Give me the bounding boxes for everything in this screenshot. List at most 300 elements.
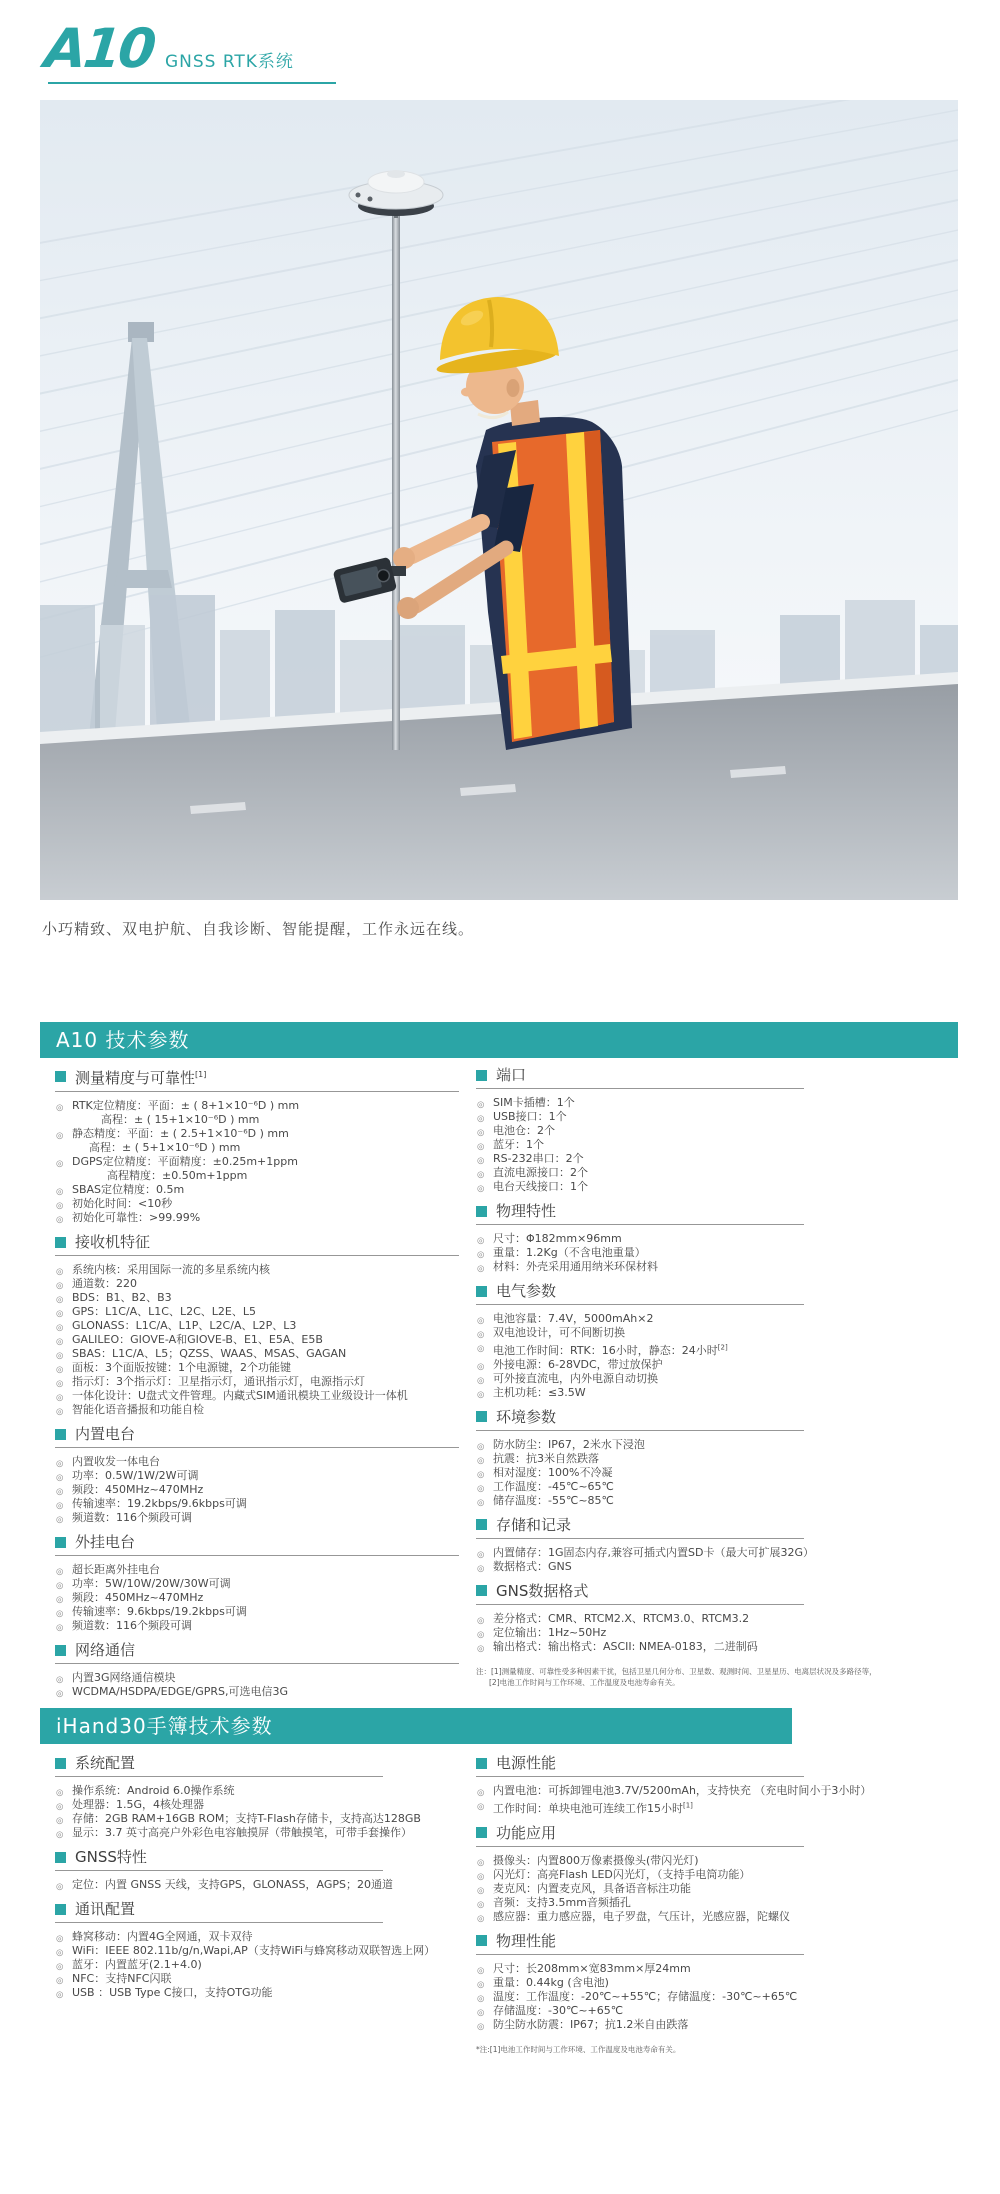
spec-item-text: 定位：内置 GNSS 天线，支持GPS，GLONASS，AGPS；20通道	[72, 1878, 393, 1891]
spec-item	[476, 1246, 871, 1260]
item-bullet-icon: ◎	[56, 1295, 64, 1305]
section-title: 测量精度与可靠性[1]	[75, 1069, 207, 1087]
section-header	[55, 1848, 500, 1866]
spec-item-text: 初始化可靠性：>99.99%	[72, 1211, 201, 1224]
footnote-line: [2]电池工作时间与工作环境、工作温度及电池寿命有关。	[489, 1677, 680, 1687]
spec-item-text: 蓝牙：内置蓝牙(2.1+4.0)	[72, 1958, 202, 1971]
item-bullet-icon: ◎	[56, 1595, 64, 1605]
section-title: 内置电台	[75, 1425, 136, 1443]
section-divider	[55, 1922, 383, 1923]
spec-item	[55, 1784, 500, 1798]
spec-item-text: RTK定位精度：平面：± ( 8+1×10⁻⁶D ) mm	[72, 1099, 300, 1112]
section-divider	[55, 1255, 459, 1256]
section-title: 端口	[496, 1066, 527, 1084]
section-marker-icon	[476, 1206, 487, 1217]
section-header	[476, 1932, 881, 1950]
spec-item-text: 感应器：重力感应器，电子罗盘，气压计，光感应器，陀螺仪	[493, 1909, 790, 1923]
section-title-superscript: [1]	[195, 1070, 207, 1079]
item-bullet-icon: ◎	[56, 1830, 64, 1840]
spec-item-text: WiFi：IEEE 802.11b/g/n,Wapi,AP（支持WiFi与蜂窝移动双联智选上网）	[72, 1944, 436, 1957]
section-marker-icon	[55, 1537, 66, 1548]
item-bullet-icon: ◎	[477, 1236, 485, 1246]
item-bullet-icon: ◎	[56, 1501, 64, 1511]
spec-item-text: USB ：USB Type C接口，支持OTG功能	[72, 1986, 273, 1999]
spec-item	[55, 1141, 470, 1155]
spec-item-text: 电池工作时间：RTK：16小时，静态：24小时[2]	[493, 1343, 728, 1357]
spec-item-text: 频道数：116个频段可调	[72, 1511, 192, 1524]
spec-item	[55, 1197, 470, 1211]
spec-item-text: 闪光灯：高亮Flash LED闪光灯，（支持手电筒功能）	[493, 1867, 751, 1881]
spec-item	[55, 1099, 470, 1113]
item-bullet-icon: ◎	[56, 1567, 64, 1577]
item-bullet-icon: ◎	[56, 1816, 64, 1826]
item-bullet-icon: ◎	[477, 1330, 485, 1340]
logo-text: A10	[41, 17, 157, 80]
item-bullet-icon: ◎	[56, 1581, 64, 1591]
item-bullet-icon: ◎	[56, 1990, 64, 2000]
spec-item	[476, 1868, 881, 1882]
section-title: 物理性能	[496, 1931, 557, 1950]
spec-item-text: 频道数：116个频段可调	[72, 1619, 192, 1632]
spec-item	[476, 1180, 871, 1194]
spec-item-text: 电池仓：2个	[493, 1124, 555, 1137]
spec-item-text: 蓝牙：1个	[493, 1138, 544, 1151]
spec-item-text: 静态精度：平面：± ( 2.5+1×10⁻⁶D ) mm	[72, 1127, 289, 1140]
spec-item-text: 双电池设计，可不间断切换	[493, 1326, 625, 1339]
spec-item	[476, 1962, 881, 1976]
spec-item-text: 智能化语音播报和功能自检	[72, 1403, 204, 1416]
spec-item-text: 尺寸：Φ182mm×96mm	[493, 1232, 622, 1245]
spec-item	[476, 1358, 871, 1372]
section-title: 系统配置	[75, 1754, 136, 1772]
section-title: 通讯配置	[75, 1900, 136, 1918]
item-bullet-icon: ◎	[477, 1993, 485, 2004]
spec-item-text: GLONASS：L1C/A、L1P、L2C/A、L2P、L3	[72, 1319, 297, 1332]
section-title: 电源性能	[496, 1754, 557, 1772]
section-divider	[55, 1870, 383, 1871]
section-title: 外挂电台	[75, 1533, 136, 1551]
spec-item	[55, 1277, 470, 1291]
spec-item	[476, 1612, 871, 1626]
spec-item	[55, 1958, 500, 1972]
spec-item	[476, 1560, 871, 1574]
item-bullet-icon: ◎	[477, 1441, 485, 1452]
spec-section	[476, 1932, 881, 2032]
item-bullet-icon: ◎	[477, 1389, 485, 1400]
section-marker-icon	[55, 1904, 66, 1915]
spec-item	[55, 1169, 470, 1183]
spec-item	[476, 1326, 871, 1340]
logo-row	[41, 17, 336, 80]
spec-item	[476, 1166, 871, 1180]
spec-item	[476, 1854, 881, 1868]
spec-item-text: 工作温度：-45℃~65℃	[493, 1479, 614, 1493]
item-bullet-icon: ◎	[56, 1351, 64, 1361]
spec-item	[55, 1944, 500, 1958]
spec-item-text: 差分格式：CMR、RTCM2.X、RTCM3.0、RTCM3.2	[493, 1611, 750, 1625]
item-bullet-icon: ◎	[477, 1615, 485, 1626]
item-bullet-icon: ◎	[477, 1549, 485, 1560]
spec-item	[55, 1798, 500, 1812]
spec-item-text: NFC：支持NFC闪联	[72, 1972, 172, 1985]
spec-item	[476, 1232, 871, 1246]
item-bullet-icon: ◎	[477, 1788, 485, 1798]
item-bullet-icon: ◎	[477, 1899, 485, 1910]
spec-item	[55, 1361, 470, 1375]
section-divider	[476, 1304, 804, 1305]
spec-item	[476, 1152, 871, 1166]
item-bullet-icon: ◎	[56, 1473, 64, 1483]
section-divider	[476, 1430, 804, 1431]
section-divider	[476, 1776, 804, 1777]
spec-item	[476, 1138, 871, 1152]
spec-item-text: 数据格式：GNS	[493, 1559, 572, 1573]
spec-item-text: 高程精度：±0.50m+1ppm	[107, 1169, 248, 1182]
ihand-right-column	[476, 1754, 881, 2055]
item-bullet-icon: ◎	[477, 1184, 485, 1194]
spec-item	[55, 1263, 470, 1277]
item-bullet-icon: ◎	[56, 1962, 64, 1972]
spec-item	[55, 1577, 470, 1591]
section-marker-icon	[476, 1827, 487, 1838]
spec-item-text: 定位输出：1Hz~50Hz	[493, 1625, 607, 1639]
item-bullet-icon: ◎	[56, 1623, 64, 1633]
spec-item	[476, 1260, 871, 1274]
section-marker-icon	[55, 1645, 66, 1656]
spec-item-text: 蜂窝移动：内置4G全网通，双卡双待	[72, 1930, 253, 1943]
item-bullet-icon: ◎	[477, 2021, 485, 2032]
section-title: GNS数据格式	[496, 1581, 589, 1600]
spec-item-text: 存储：2GB RAM+16GB ROM；支持T-Flash存储卡，支持高达128GB	[72, 1812, 421, 1825]
section-header	[476, 1516, 871, 1534]
spec-item-text: RS-232串口：2个	[493, 1152, 584, 1165]
spec-item-text: 处理器：1.5G，4核处理器	[72, 1798, 205, 1811]
spec-item-text: 音频：支持3.5mm音频插孔	[493, 1895, 631, 1909]
section-title: 功能应用	[496, 1823, 557, 1842]
section-marker-icon	[476, 1758, 487, 1769]
a10-right-column	[476, 1066, 877, 1688]
section-header	[55, 1900, 500, 1918]
spec-section	[55, 1533, 470, 1633]
spec-item	[55, 1127, 470, 1141]
spec-item	[55, 1972, 500, 1986]
spec-section	[476, 1282, 871, 1400]
item-bullet-icon: ◎	[477, 1250, 485, 1260]
spec-item-text: 尺寸：长208mm×宽83mm×厚24mm	[493, 1961, 691, 1975]
section-marker-icon	[55, 1071, 66, 1082]
spec-item	[476, 1976, 881, 1990]
spec-item	[55, 1469, 470, 1483]
spec-item	[476, 1910, 881, 1924]
item-bullet-icon: ◎	[56, 1309, 64, 1319]
spec-item	[476, 1896, 881, 1910]
item-bullet-icon: ◎	[477, 1643, 485, 1654]
section-marker-icon	[55, 1852, 66, 1863]
section-header	[55, 1233, 470, 1251]
spec-item	[55, 1113, 470, 1127]
spec-item-text: 存储温度：-30℃~+65℃	[493, 2003, 624, 2017]
spec-item-text: 高程：± ( 5+1×10⁻⁶D ) mm	[89, 1141, 241, 1154]
ihand-band-title: iHand30手簿技术参数	[56, 1714, 273, 1738]
section-title: 接收机特征	[75, 1233, 151, 1251]
item-bullet-icon: ◎	[477, 1885, 485, 1896]
spec-item	[55, 1455, 470, 1469]
spec-item	[55, 1563, 470, 1577]
item-bullet-icon: ◎	[477, 1128, 485, 1138]
spec-item	[55, 1375, 470, 1389]
section-divider	[55, 1447, 459, 1448]
spec-section	[55, 1066, 470, 1225]
spec-item	[55, 1511, 470, 1525]
section-header	[476, 1754, 881, 1772]
spec-item-text: 麦克风：内置麦克风，具备语音标注功能	[493, 1881, 691, 1895]
logo-underline	[48, 82, 336, 84]
item-bullet-icon: ◎	[477, 1170, 485, 1180]
spec-section	[476, 1408, 871, 1508]
spec-item	[476, 1312, 871, 1326]
item-bullet-icon: ◎	[477, 1375, 485, 1386]
spec-item	[55, 1826, 500, 1840]
spec-item	[476, 1438, 871, 1452]
section-divider	[55, 1663, 459, 1664]
spec-item-text: 可外接直流电，内外电源自动切换	[493, 1371, 658, 1385]
spec-item-text: 一体化设计：U盘式文件管理。内藏式SIM通讯模块工业级设计一体机	[72, 1389, 408, 1402]
spec-item	[476, 1990, 881, 2004]
section-header	[476, 1582, 871, 1600]
item-bullet-icon: ◎	[56, 1103, 64, 1113]
section-divider	[476, 1954, 804, 1955]
spec-item-text: 超长距离外挂电台	[72, 1563, 160, 1576]
spec-item-text: SIM卡插槽：1个	[493, 1096, 575, 1109]
item-bullet-icon: ◎	[56, 1948, 64, 1958]
spec-item	[476, 1124, 871, 1138]
spec-item	[476, 1546, 871, 1560]
tagline: 小巧精致、双电护航、自我诊断、智能提醒，工作永远在线。	[42, 920, 475, 938]
item-bullet-icon: ◎	[477, 1100, 485, 1110]
item-bullet-icon: ◎	[477, 1979, 485, 1990]
spec-item-text: 摄像头：内置800万像素摄像头(带闪光灯)	[493, 1853, 699, 1867]
item-bullet-icon: ◎	[477, 1156, 485, 1166]
spec-item	[55, 1878, 500, 1892]
item-bullet-icon: ◎	[56, 1675, 64, 1685]
item-bullet-icon: ◎	[477, 1497, 485, 1508]
spec-item-text: 主机功耗：≤3.5W	[493, 1385, 586, 1399]
hero-photo	[40, 100, 958, 900]
spec-section	[55, 1848, 500, 1892]
spec-item	[55, 1333, 470, 1347]
spec-item	[55, 1155, 470, 1169]
spec-item-text: USB接口：1个	[493, 1110, 567, 1123]
a10-footnote	[476, 1666, 877, 1688]
spec-item-text: SBAS：L1C/A、L5；QZSS、WAAS、MSAS、GAGAN	[72, 1347, 347, 1360]
item-bullet-icon: ◎	[56, 1407, 64, 1417]
item-bullet-icon: ◎	[56, 1934, 64, 1944]
item-bullet-icon: ◎	[56, 1159, 64, 1169]
section-title: 环境参数	[496, 1407, 557, 1426]
a10-left-column	[55, 1066, 470, 1699]
item-bullet-icon: ◎	[56, 1882, 64, 1892]
spec-item-text: 重量：0.44kg (含电池)	[493, 1975, 609, 1989]
spec-item	[55, 1403, 470, 1417]
item-bullet-icon: ◎	[56, 1609, 64, 1619]
section-header	[476, 1066, 871, 1084]
section-header	[476, 1408, 871, 1426]
logo-subtitle: GNSS RTK系统	[164, 52, 294, 72]
item-bullet-icon: ◎	[477, 1344, 485, 1354]
spec-item-text: 系统内核：采用国际一流的多星系统内核	[72, 1263, 270, 1276]
section-header	[55, 1425, 470, 1443]
spec-section	[476, 1202, 871, 1274]
spec-item-text: 温度：工作温度：-20℃~+55℃；存储温度：-30℃~+65℃	[493, 1989, 798, 2003]
spec-item	[476, 2018, 881, 2032]
section-divider	[55, 1555, 459, 1556]
item-bullet-icon: ◎	[56, 1323, 64, 1333]
spec-item-text: BDS：B1、B2、B3	[72, 1291, 172, 1304]
item-bullet-icon: ◎	[477, 1965, 485, 1976]
item-bullet-icon: ◎	[477, 1469, 485, 1480]
item-bullet-icon: ◎	[56, 1976, 64, 1986]
item-bullet-icon: ◎	[477, 1264, 485, 1274]
spec-item-text: 内置3G网络通信模块	[72, 1671, 176, 1684]
section-header	[55, 1533, 470, 1551]
a10-section-band	[40, 1022, 958, 1058]
spec-section	[55, 1425, 470, 1525]
section-divider	[476, 1846, 804, 1847]
item-bullet-icon: ◎	[56, 1365, 64, 1375]
item-bullet-icon: ◎	[56, 1281, 64, 1291]
spec-item-text: 指示灯：3个指示灯：卫星指示灯，通讯指示灯，电源指示灯	[72, 1375, 365, 1388]
spec-item	[55, 1812, 500, 1826]
item-bullet-icon: ◎	[56, 1515, 64, 1525]
spec-item-text: WCDMA/HSDPA/EDGE/GPRS,可选电信3G	[72, 1685, 289, 1698]
item-bullet-icon: ◎	[56, 1187, 64, 1197]
section-title: 电气参数	[496, 1282, 557, 1300]
item-bullet-icon: ◎	[477, 1142, 485, 1152]
a10-band-title: A10 技术参数	[56, 1028, 190, 1052]
spec-item-text: 初始化时间：<10秒	[72, 1197, 173, 1210]
spec-item-text: 内置储存：1G固态内存,兼容可插式内置SD卡（最大可扩展32G）	[493, 1545, 814, 1559]
spec-item	[55, 1591, 470, 1605]
spec-item	[476, 1640, 871, 1654]
item-bullet-icon: ◎	[477, 1361, 485, 1372]
section-divider	[476, 1224, 804, 1225]
item-bullet-icon: ◎	[56, 1689, 64, 1699]
section-title: GNSS特性	[75, 1848, 147, 1866]
spec-item	[476, 1784, 881, 1798]
spec-item-text: 相对湿度：100%不冷凝	[493, 1465, 613, 1479]
spec-item-text: 防水防尘：IP67，2米水下浸泡	[493, 1437, 645, 1451]
item-bullet-icon: ◎	[56, 1788, 64, 1798]
item-bullet-icon: ◎	[56, 1215, 64, 1225]
spec-section	[476, 1516, 871, 1574]
section-divider	[55, 1776, 383, 1777]
spec-item-text: 高程：± ( 15+1×10⁻⁶D ) mm	[101, 1113, 260, 1126]
spec-item	[55, 1605, 470, 1619]
brand-logo	[41, 17, 336, 84]
item-bullet-icon: ◎	[477, 1455, 485, 1466]
spec-item	[476, 1882, 881, 1896]
ihand-footnote	[476, 2044, 881, 2055]
item-bullet-icon: ◎	[477, 1316, 485, 1326]
section-marker-icon	[476, 1070, 487, 1081]
spec-item	[476, 1452, 871, 1466]
item-bullet-icon: ◎	[56, 1487, 64, 1497]
item-bullet-icon: ◎	[477, 1563, 485, 1574]
spec-item	[55, 1930, 500, 1944]
spec-item-text: 外接电源：6-28VDC，带过放保护	[493, 1357, 663, 1371]
spec-section	[476, 1066, 871, 1194]
spec-item	[55, 1305, 470, 1319]
item-bullet-icon: ◎	[56, 1802, 64, 1812]
spec-item-text: 重量：1.2Kg（不含电池重量）	[493, 1246, 646, 1259]
spec-item-text: 面板：3个面版按键：1个电源键，2个功能键	[72, 1361, 291, 1374]
spec-item	[476, 1110, 871, 1124]
spec-item	[55, 1291, 470, 1305]
spec-item	[55, 1211, 470, 1225]
spec-item-text: 抗震：抗3米自然跌落	[493, 1451, 599, 1465]
spec-section	[55, 1754, 500, 1840]
item-bullet-icon: ◎	[477, 1483, 485, 1494]
section-marker-icon	[476, 1519, 487, 1530]
spec-item-text: 直流电源接口：2个	[493, 1166, 588, 1179]
spec-item-superscript: [1]	[683, 1801, 693, 1809]
section-title: 存储和记录	[496, 1515, 572, 1534]
spec-item-text: 材料：外壳采用通用纳米环保材料	[493, 1260, 658, 1273]
spec-item-text: 操作系统：Android 6.0操作系统	[72, 1784, 235, 1797]
section-header	[476, 1824, 881, 1842]
spec-item	[55, 1685, 470, 1699]
spec-item	[476, 1096, 871, 1110]
section-title: 物理特性	[496, 1202, 557, 1220]
spec-item-text: 电池容量：7.4V，5000mAh×2	[493, 1312, 654, 1325]
section-marker-icon	[476, 1935, 487, 1946]
spec-item-text: 工作时间：单块电池可连续工作15小时[1]	[493, 1801, 693, 1815]
section-title: 网络通信	[75, 1641, 136, 1659]
spec-item-text: 显示：3.7 英寸高亮户外彩色电容触摸屏（带触摸笔，可带手套操作）	[72, 1826, 412, 1839]
section-marker-icon	[55, 1429, 66, 1440]
section-divider	[476, 1538, 804, 1539]
spec-section	[476, 1824, 881, 1924]
spec-section	[476, 1754, 881, 1816]
spec-item	[476, 1466, 871, 1480]
item-bullet-icon: ◎	[56, 1267, 64, 1277]
section-marker-icon	[476, 1286, 487, 1297]
spec-item	[55, 1497, 470, 1511]
spec-item-text: 防尘防水防震：IP67；抗1.2米自由跌落	[493, 2017, 689, 2031]
spec-section	[476, 1582, 871, 1654]
spec-item	[55, 1671, 470, 1685]
item-bullet-icon: ◎	[56, 1459, 64, 1469]
section-header	[476, 1282, 871, 1300]
item-bullet-icon: ◎	[477, 1857, 485, 1868]
spec-item-text: SBAS定位精度：0.5m	[72, 1183, 185, 1196]
spec-item-text: 输出格式：输出格式：ASCII: NMEA-0183，二进制码	[493, 1639, 758, 1653]
spec-item-text: 传输速率：19.2kbps/9.6kbps可调	[72, 1497, 247, 1510]
section-marker-icon	[476, 1585, 487, 1596]
item-bullet-icon: ◎	[477, 2007, 485, 2018]
item-bullet-icon: ◎	[56, 1337, 64, 1347]
item-bullet-icon: ◎	[56, 1379, 64, 1389]
spec-item	[476, 1340, 871, 1358]
spec-item	[55, 1347, 470, 1361]
section-divider	[55, 1091, 459, 1092]
spec-item-text: 内置收发一体电台	[72, 1455, 160, 1468]
spec-item	[55, 1986, 500, 2000]
spec-item	[476, 1626, 871, 1640]
item-bullet-icon: ◎	[56, 1393, 64, 1403]
spec-item-text: 功率：5W/10W/20W/30W可调	[72, 1577, 231, 1590]
spec-item	[476, 1480, 871, 1494]
